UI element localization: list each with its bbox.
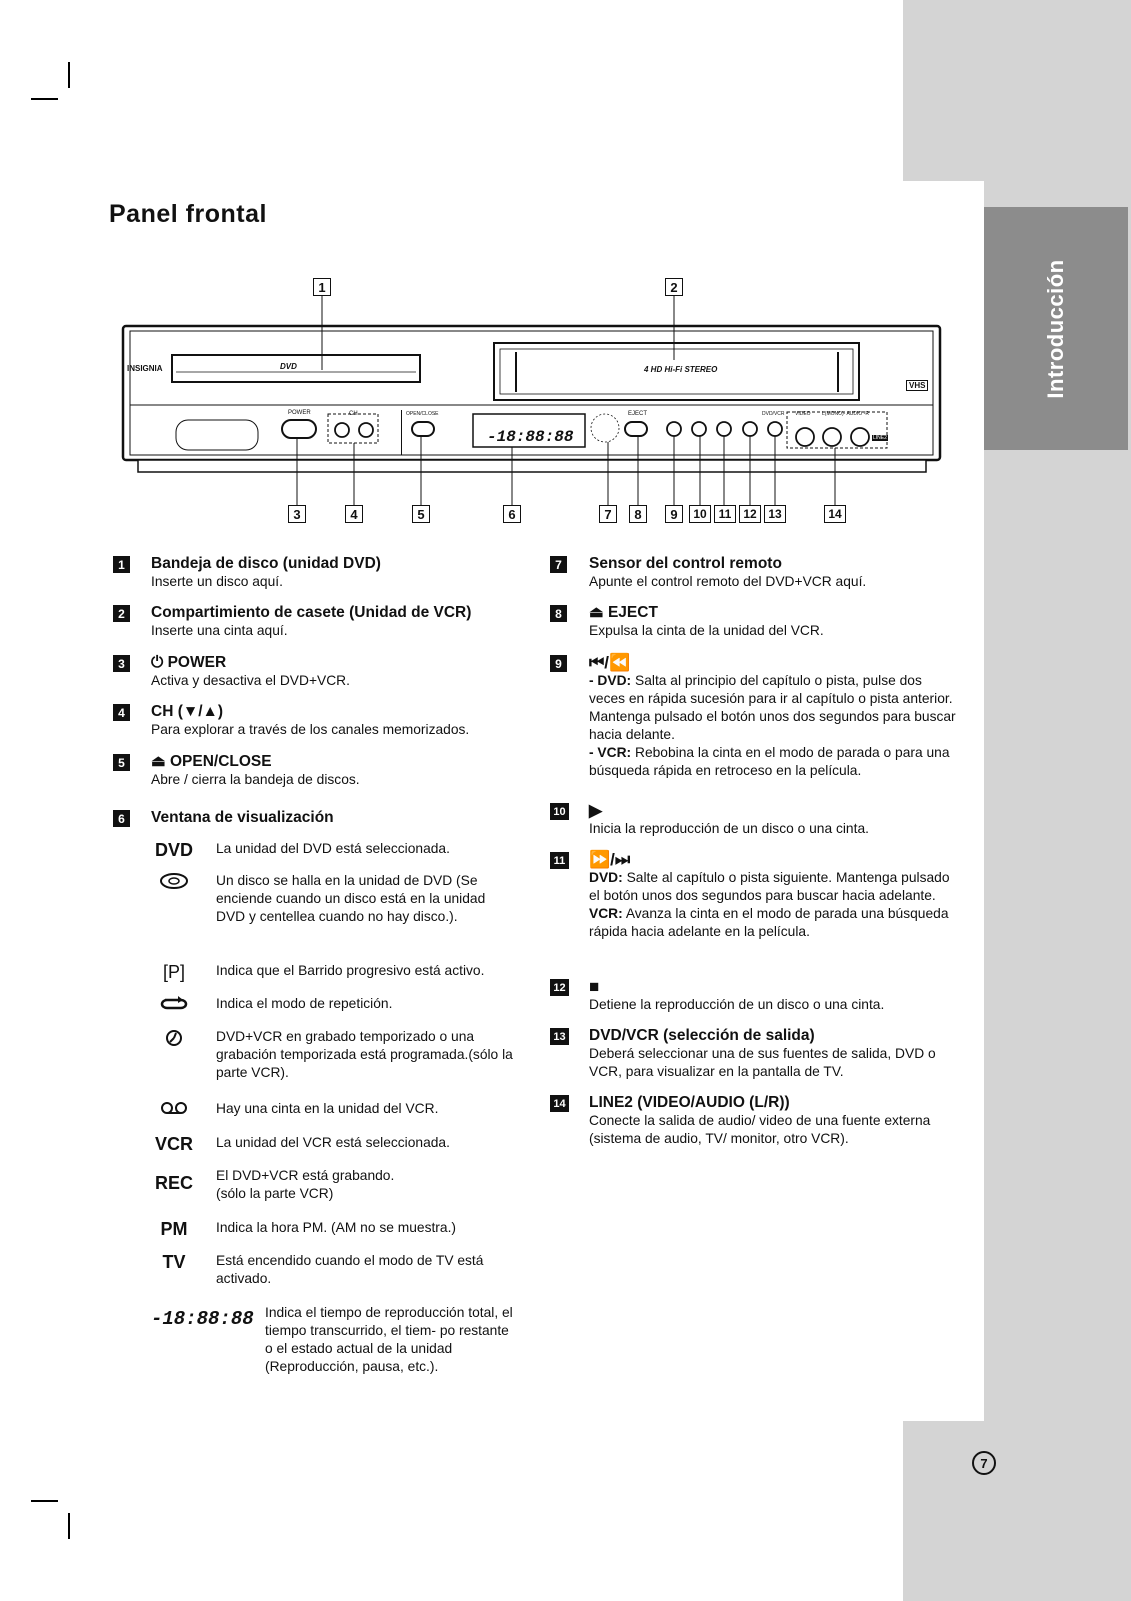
item-heading: CH (▼/▲) bbox=[151, 703, 224, 720]
item-number: 3 bbox=[113, 655, 130, 672]
display-symbol: PM bbox=[160, 1219, 188, 1239]
display-description: Hay una cinta en la unidad del VCR. bbox=[216, 1101, 439, 1116]
ch-label: CH bbox=[349, 411, 358, 417]
item-number: 2 bbox=[113, 605, 130, 622]
item-description: Apunte el control remoto del DVD+VCR aquí. bbox=[589, 574, 867, 589]
item-number: 5 bbox=[113, 754, 130, 771]
tape-icon bbox=[151, 1100, 197, 1121]
callout-10: 10 bbox=[689, 505, 711, 523]
dvdvcr-label: DVD/VCR bbox=[762, 411, 785, 417]
item-description: Inserte un disco aquí. bbox=[151, 574, 283, 589]
display-description: Está encendido cuando el modo de TV está activado. bbox=[216, 1253, 484, 1286]
display-symbol: DVD bbox=[154, 840, 193, 860]
audio-label: L(MONO)- AUDIO -R bbox=[822, 411, 869, 417]
dvd-label: - DVD: bbox=[589, 673, 632, 688]
item-description: Inicia la reproducción de un disco o una cinta. bbox=[589, 821, 869, 836]
item-description: Detiene la reproducción de un disco o una cinta. bbox=[589, 997, 885, 1012]
prev-rewind-icon: ⏮/⏪ bbox=[589, 653, 631, 672]
item-number: 13 bbox=[550, 1028, 569, 1045]
section-tab[interactable] bbox=[984, 207, 1128, 450]
item-channel bbox=[151, 702, 469, 739]
power-label: POWER bbox=[288, 410, 311, 416]
item-description: Activa y desactiva el DVD+VCR. bbox=[151, 673, 350, 688]
item-number: 4 bbox=[113, 704, 130, 721]
display-description: La unidad del DVD está seleccionada. bbox=[216, 841, 450, 856]
display-description: Un disco se halla en la unidad de DVD (Se enciende cuando un disco está en la unidad DVD y centellea cuando no hay disco.). bbox=[216, 873, 486, 924]
callout-5: 5 bbox=[412, 505, 430, 523]
item-open-close bbox=[151, 752, 360, 789]
play-icon: ▶ bbox=[589, 801, 603, 820]
eject-icon: ⏏ bbox=[151, 753, 166, 770]
display-digits: -18:88:88 bbox=[487, 428, 574, 446]
item-description: Rebobina la cinta en el modo de parada o para una búsqueda rápida en retroceso en la película. bbox=[589, 745, 950, 778]
item-number: 11 bbox=[550, 852, 569, 869]
item-stop bbox=[589, 977, 884, 1014]
item-heading: OPEN/CLOSE bbox=[169, 753, 272, 770]
brand-logo: INSIGNIA bbox=[127, 364, 163, 373]
item-heading: DVD/VCR (selección de salida) bbox=[589, 1027, 815, 1044]
open-close-label: OPEN/CLOSE bbox=[406, 411, 439, 417]
display-symbol: TV bbox=[162, 1252, 186, 1272]
item-next-forward bbox=[589, 850, 959, 941]
item-remote-sensor bbox=[589, 554, 866, 591]
power-icon: ⏻ bbox=[151, 654, 164, 671]
sidebar-band bbox=[903, 1421, 1131, 1601]
page-title: Panel frontal bbox=[109, 200, 267, 228]
display-description: Indica el modo de repetición. bbox=[216, 996, 393, 1011]
stop-icon: ■ bbox=[589, 977, 600, 996]
callout-11: 11 bbox=[714, 505, 736, 523]
item-number: 10 bbox=[550, 803, 569, 820]
item-description: Avanza la cinta en el modo de parada una búsqueda rápida hacia adelante en la película. bbox=[589, 906, 949, 939]
item-number: 14 bbox=[550, 1095, 569, 1112]
display-description: Indica que el Barrido progresivo está activo. bbox=[216, 963, 485, 978]
item-heading: EJECT bbox=[607, 604, 658, 621]
item-heading: Bandeja de disco (unidad DVD) bbox=[151, 555, 381, 572]
display-symbol: VCR bbox=[154, 1134, 193, 1154]
front-panel-diagram bbox=[0, 0, 960, 530]
display-description: DVD+VCR en grabado temporizado o una grabación temporizada está programada.(sólo la parte VCR). bbox=[216, 1029, 513, 1080]
display-symbol: -18:88:88 bbox=[151, 1308, 254, 1330]
item-prev-rewind bbox=[589, 653, 959, 780]
item-description: Deberá seleccionar una de sus fuentes de salida, DVD o VCR, para visualizar en la pantalla de TV. bbox=[589, 1046, 936, 1079]
line2-label: LINE2 bbox=[873, 435, 887, 441]
item-disc-tray bbox=[151, 554, 381, 591]
item-description: Salta al principio del capítulo o pista, pulse dos veces en rápida sucesión para ir al capítulo o pista anterior. Mantenga pulsado el botón unos dos segundos para buscar hacia delante. bbox=[589, 673, 956, 742]
callout-3: 3 bbox=[288, 505, 306, 523]
video-label: VIDEO bbox=[795, 411, 811, 417]
callout-14: 14 bbox=[824, 505, 846, 523]
display-description: Indica la hora PM. (AM no se muestra.) bbox=[216, 1220, 457, 1235]
item-heading: Sensor del control remoto bbox=[589, 555, 782, 572]
callout-6: 6 bbox=[503, 505, 521, 523]
repeat-icon bbox=[151, 995, 197, 1018]
callout-13: 13 bbox=[764, 505, 786, 523]
forward-next-icon: ⏩/⏭ bbox=[589, 850, 631, 869]
item-description: Conecte la salida de audio/ video de una fuente externa (sistema de audio, TV/ monitor, otro VCR). bbox=[589, 1113, 931, 1146]
item-number: 7 bbox=[550, 556, 567, 573]
timer-icon bbox=[151, 1028, 197, 1053]
vcr-label: VCR: bbox=[589, 906, 623, 921]
eject-label: EJECT bbox=[628, 411, 648, 417]
item-heading: POWER bbox=[167, 654, 227, 671]
item-number: 1 bbox=[113, 556, 130, 573]
item-description: Inserte una cinta aquí. bbox=[151, 623, 288, 638]
item-number: 9 bbox=[550, 655, 567, 672]
hifi-label: 4 HD Hi-Fi STEREO bbox=[644, 365, 718, 374]
item-cassette bbox=[151, 603, 471, 640]
item-power bbox=[151, 653, 350, 690]
item-description: Expulsa la cinta de la unidad del VCR. bbox=[589, 623, 824, 638]
item-eject bbox=[589, 603, 824, 640]
dvd-label: DVD: bbox=[589, 870, 623, 885]
item-description: Para explorar a través de los canales memorizados. bbox=[151, 722, 470, 737]
display-description: Indica el tiempo de reproducción total, el tiempo transcurrido, el tiem- po restante o el estado actual de la unidad (Reproducción, pausa, etc.). bbox=[265, 1305, 513, 1374]
callout-2: 2 bbox=[665, 278, 683, 296]
item-heading: Ventana de visualización bbox=[151, 809, 334, 826]
item-dvd-vcr bbox=[589, 1026, 959, 1081]
item-play bbox=[589, 801, 869, 838]
disc-icon bbox=[151, 872, 197, 895]
display-symbol: [P] bbox=[162, 962, 185, 982]
item-number: 6 bbox=[113, 810, 130, 827]
callout-12: 12 bbox=[739, 505, 761, 523]
section-tab-label: Introducción bbox=[1043, 258, 1068, 399]
vhs-logo: VHS bbox=[906, 380, 928, 391]
callout-9: 9 bbox=[665, 505, 683, 523]
item-description: Salte al capítulo o pista siguiente. Mantenga pulsado el botón unos dos segundos para buscar hacia adelante. bbox=[589, 870, 950, 903]
callout-1: 1 bbox=[313, 278, 331, 296]
item-heading: Compartimiento de casete (Unidad de VCR) bbox=[151, 604, 472, 621]
page-number: 7 bbox=[972, 1451, 996, 1475]
eject-icon: ⏏ bbox=[589, 604, 604, 621]
item-description: Abre / cierra la bandeja de discos. bbox=[151, 772, 360, 787]
crop-mark bbox=[31, 1500, 58, 1502]
display-description: El DVD+VCR está grabando. (sólo la parte VCR) bbox=[216, 1168, 395, 1201]
item-number: 8 bbox=[550, 605, 567, 622]
crop-mark bbox=[68, 1513, 70, 1539]
item-number: 12 bbox=[550, 979, 569, 996]
item-line2 bbox=[589, 1093, 959, 1148]
item-display-window bbox=[151, 808, 334, 827]
callout-4: 4 bbox=[345, 505, 363, 523]
callout-7: 7 bbox=[599, 505, 617, 523]
display-symbol: REC bbox=[154, 1173, 193, 1193]
item-heading: LINE2 (VIDEO/AUDIO (L/R)) bbox=[589, 1094, 790, 1111]
dvd-logo: DVD bbox=[280, 362, 297, 371]
callout-8: 8 bbox=[629, 505, 647, 523]
vcr-label: - VCR: bbox=[589, 745, 632, 760]
display-description: La unidad del VCR está seleccionada. bbox=[216, 1135, 450, 1150]
